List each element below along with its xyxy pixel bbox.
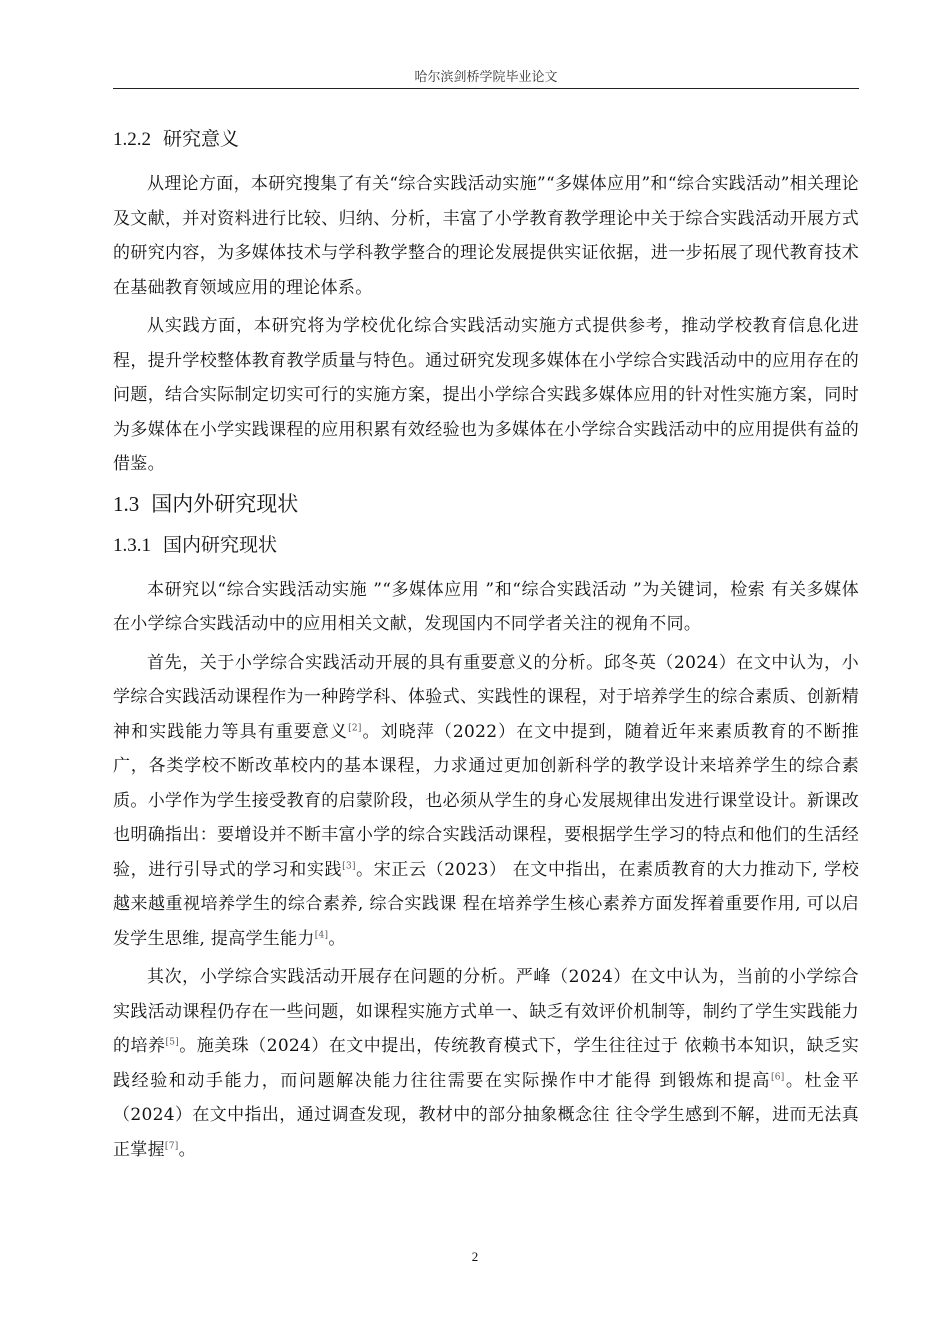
citation-ref: [7] <box>164 1140 179 1151</box>
citation-ref: [3] <box>342 860 356 871</box>
text-run: 。宋正云（2023） 在文中指出，在素质教育的大力推动下, 学校越来越重视培养学生的综合素养, 综合实践课 程在培养学生核心素养方面发挥着重要作用, 可以启发学生思维, 提高学生能力 <box>113 859 859 949</box>
text-run: 。 <box>328 928 346 949</box>
page-body <box>113 122 859 1171</box>
section-heading-1-3-1 <box>113 528 859 563</box>
section-number: 1.3 <box>113 491 140 516</box>
citation-ref: [6] <box>770 1071 785 1082</box>
paragraph-theory: 从理论方面，本研究搜集了有关“综合实践活动实施”“多媒体应用”和“综合实践活动”相关理论及文献，并对资料进行比较、归纳、分析，丰富了小学教育教学理论中关于综合实践活动开展方式的研究内容，为多媒体技术与学科教学整合的理论发展提供实证依据，进一步拓展了现代教育技术在基础教育领域应用的理论体系。 <box>113 174 859 298</box>
paragraph-keywords: 本研究以“综合实践活动实施 ”“多媒体应用 ”和“综合实践活动 ”为关键词，检索 有关多媒体在小学综合实践活动中的应用相关文献，发现国内不同学者关注的视角不同。 <box>113 579 859 634</box>
paragraph-problems <box>113 960 859 1167</box>
section-number: 1.2.2 <box>113 129 151 150</box>
text-run: 。施美珠（2024）在文中提出，传统教育模式下，学生往往过于 依赖书本知识，缺乏实践经验和动手能力，而问题解决能力往往需要在实际操作中才能得 到锻炼和提高 <box>113 1036 859 1091</box>
section-title: 国内研究现状 <box>163 533 278 556</box>
section-heading-1-2-2 <box>113 122 859 157</box>
citation-ref: [4] <box>314 929 329 940</box>
section-title: 国内外研究现状 <box>151 491 299 516</box>
header-rule <box>113 88 859 89</box>
citation-ref: [5] <box>165 1037 180 1048</box>
text-run: 。刘晓萍（2022）在文中提到，随着近年来素质教育的不断推广，各类学校不断改革校内的基本课程，力求通过更加创新科学的教学设计来培养学生的综合素质。小学作为学生接受教育的启蒙阶段，也必须从学生的身心发展规律出发进行课堂设计。新课改也明确指出：要增设并不断丰富小学的综合实践活动课程，要根据学生学习的特点和他们的生活经验，进行引导式的学习和实践 <box>113 721 859 880</box>
text-run: 。杜金平（2024）在文中指出，通过调查发现，教材中的部分抽象概念往 往令学生感到不解，进而无法真正掌握 <box>113 1070 860 1160</box>
section-title: 研究意义 <box>163 128 240 150</box>
section-number: 1.3.1 <box>113 534 151 556</box>
running-header: 哈尔滨剑桥学院毕业论文 <box>414 70 558 85</box>
page-number: 2 <box>471 1249 479 1264</box>
section-heading-1-3 <box>113 486 859 522</box>
text-run: 其次，小学综合实践活动开展存在问题的分析。严峰（2024）在文中认为，当前的小学综合实践活动课程仍存在一些问题，如课程实施方式单一、缺乏有效评价机制等，制约了学生实践能力的培养 <box>113 967 859 1056</box>
citation-ref: [2] <box>348 722 362 733</box>
paragraph-significance <box>113 646 859 957</box>
paragraph-practice: 从实践方面，本研究将为学校优化综合实践活动实施方式提供参考，推动学校教育信息化进程，提升学校整体教育教学质量与特色。通过研究发现多媒体在小学综合实践活动中的应用存在的问题，结合实际制定切实可行的实施方案，提出小学综合实践多媒体应用的针对性实施方案，同时为多媒体在小学实践课程的应用积累有效经验也为多媒体在小学综合实践活动中的应用提供有益的借鉴。 <box>113 316 859 474</box>
text-run: 首先，关于小学综合实践活动开展的具有重要意义的分析。邱冬英（2024）在文中认为，小学综合实践活动课程作为一种跨学科、体验式、实践性的课程，对于培养学生的综合素质、创新精神和实践能力等具有重要意义 <box>113 652 859 742</box>
text-run: 。 <box>178 1139 196 1160</box>
